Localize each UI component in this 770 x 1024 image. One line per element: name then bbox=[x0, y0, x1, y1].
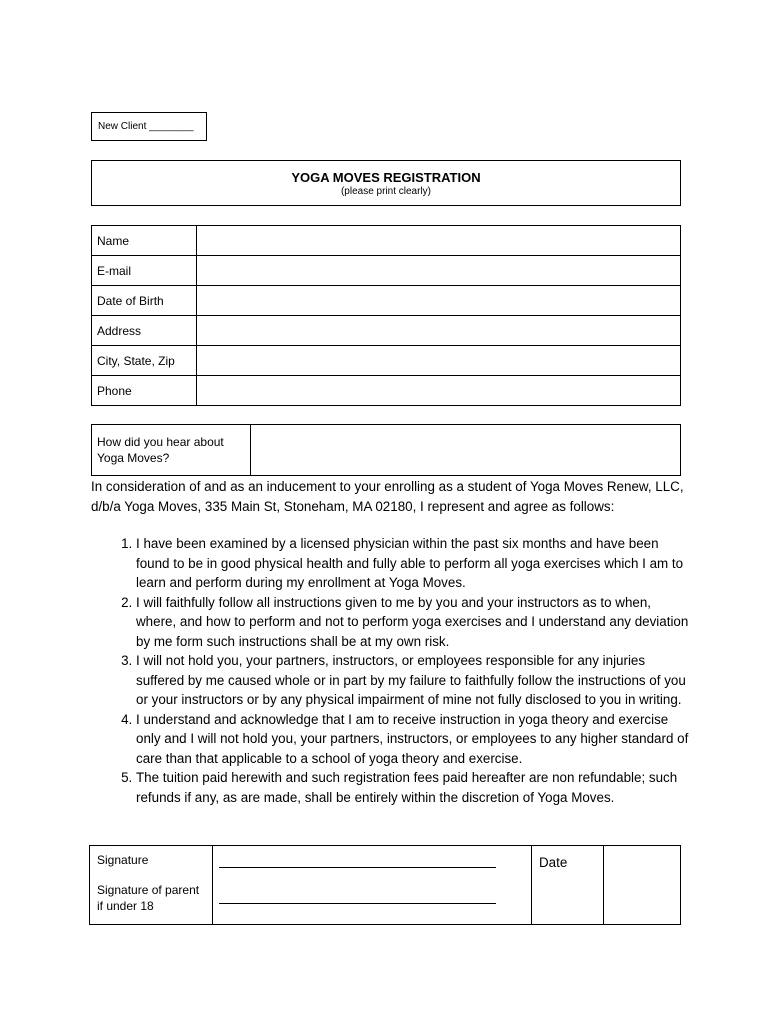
signature-labels-cell bbox=[90, 846, 213, 925]
referral-label-line2: Yoga Moves? bbox=[97, 451, 170, 465]
dob-label: Date of Birth bbox=[92, 286, 197, 316]
parent-signature-label-line1: Signature of parent bbox=[97, 883, 200, 897]
signature-line[interactable] bbox=[219, 867, 496, 868]
dob-field[interactable] bbox=[197, 286, 681, 316]
form-subtitle: (please print clearly) bbox=[340, 186, 432, 197]
phone-label: Phone bbox=[92, 376, 197, 406]
table-row bbox=[92, 346, 681, 376]
referral-label-line1: How did you hear about bbox=[97, 435, 224, 449]
list-item: 5. The tuition paid herewith and such registration fees paid hereafter are non refundable; such refunds if any, as are made, shall be entirely within the discretion of Yoga Moves. bbox=[136, 768, 691, 807]
new-client-label: New Client ________ bbox=[98, 121, 194, 132]
phone-field[interactable] bbox=[197, 376, 681, 406]
address-field[interactable] bbox=[197, 316, 681, 346]
table-row bbox=[92, 316, 681, 346]
table-row bbox=[92, 286, 681, 316]
signature-lines-cell bbox=[213, 846, 532, 925]
intro-paragraph: In consideration of and as an inducement to your enrolling as a student of Yoga Moves Renew, LLC, d/b/a Yoga Moves, 335 Main St, Stoneham, MA 02180, I represent and agree as follows: bbox=[91, 479, 684, 514]
date-label: Date bbox=[539, 855, 568, 870]
table-row bbox=[90, 846, 681, 925]
parent-signature-label bbox=[91, 867, 211, 914]
list-item: 3. I will not hold you, your partners, instructors, or employees responsible for any injuries suffered by me caused whole or in part by my failure to faithfully follow the instructions of you or your instructors or by any physical impairment of mine not fully disclosed to you in writing. bbox=[136, 651, 691, 710]
email-field[interactable] bbox=[197, 256, 681, 286]
terms-list bbox=[91, 534, 691, 807]
list-item: 2. I will faithfully follow all instructions given to me by you and your instructors as to when, where, and how to perform and not to perform yoga exercises and I understand any deviation by me form such instructions shall be at my own risk. bbox=[136, 593, 691, 652]
city-state-zip-field[interactable] bbox=[197, 346, 681, 376]
signature-label: Signature bbox=[97, 853, 149, 867]
title-box bbox=[91, 160, 681, 206]
name-label: Name bbox=[92, 226, 197, 256]
parent-signature-label-line2: if under 18 bbox=[97, 899, 154, 913]
name-field[interactable] bbox=[197, 226, 681, 256]
date-field[interactable] bbox=[604, 846, 681, 925]
table-row bbox=[92, 226, 681, 256]
list-item: 1. I have been examined by a licensed physician within the past six months and have been found to be in good physical health and fully able to perform all yoga exercises which I am to learn and perform during my enrollment at Yoga Moves. bbox=[136, 534, 691, 593]
table-row bbox=[92, 256, 681, 286]
date-label-cell bbox=[532, 846, 604, 925]
new-client-box bbox=[91, 112, 207, 141]
city-state-zip-label: City, State, Zip bbox=[92, 346, 197, 376]
address-label: Address bbox=[92, 316, 197, 346]
parent-signature-line[interactable] bbox=[219, 903, 496, 904]
referral-field[interactable] bbox=[251, 425, 681, 476]
client-info-table bbox=[91, 225, 681, 406]
table-row bbox=[92, 425, 681, 476]
referral-table bbox=[91, 424, 681, 476]
form-title: YOGA MOVES REGISTRATION bbox=[291, 170, 481, 185]
signature-table bbox=[89, 845, 681, 925]
list-item: 4. I understand and acknowledge that I am to receive instruction in yoga theory and exercise only and I will not hold you, your partners, instructors, or employees to any higher standard of care than that applicable to a school of yoga theory and exercise. bbox=[136, 710, 691, 769]
referral-label bbox=[92, 425, 251, 476]
email-label: E-mail bbox=[92, 256, 197, 286]
table-row bbox=[92, 376, 681, 406]
